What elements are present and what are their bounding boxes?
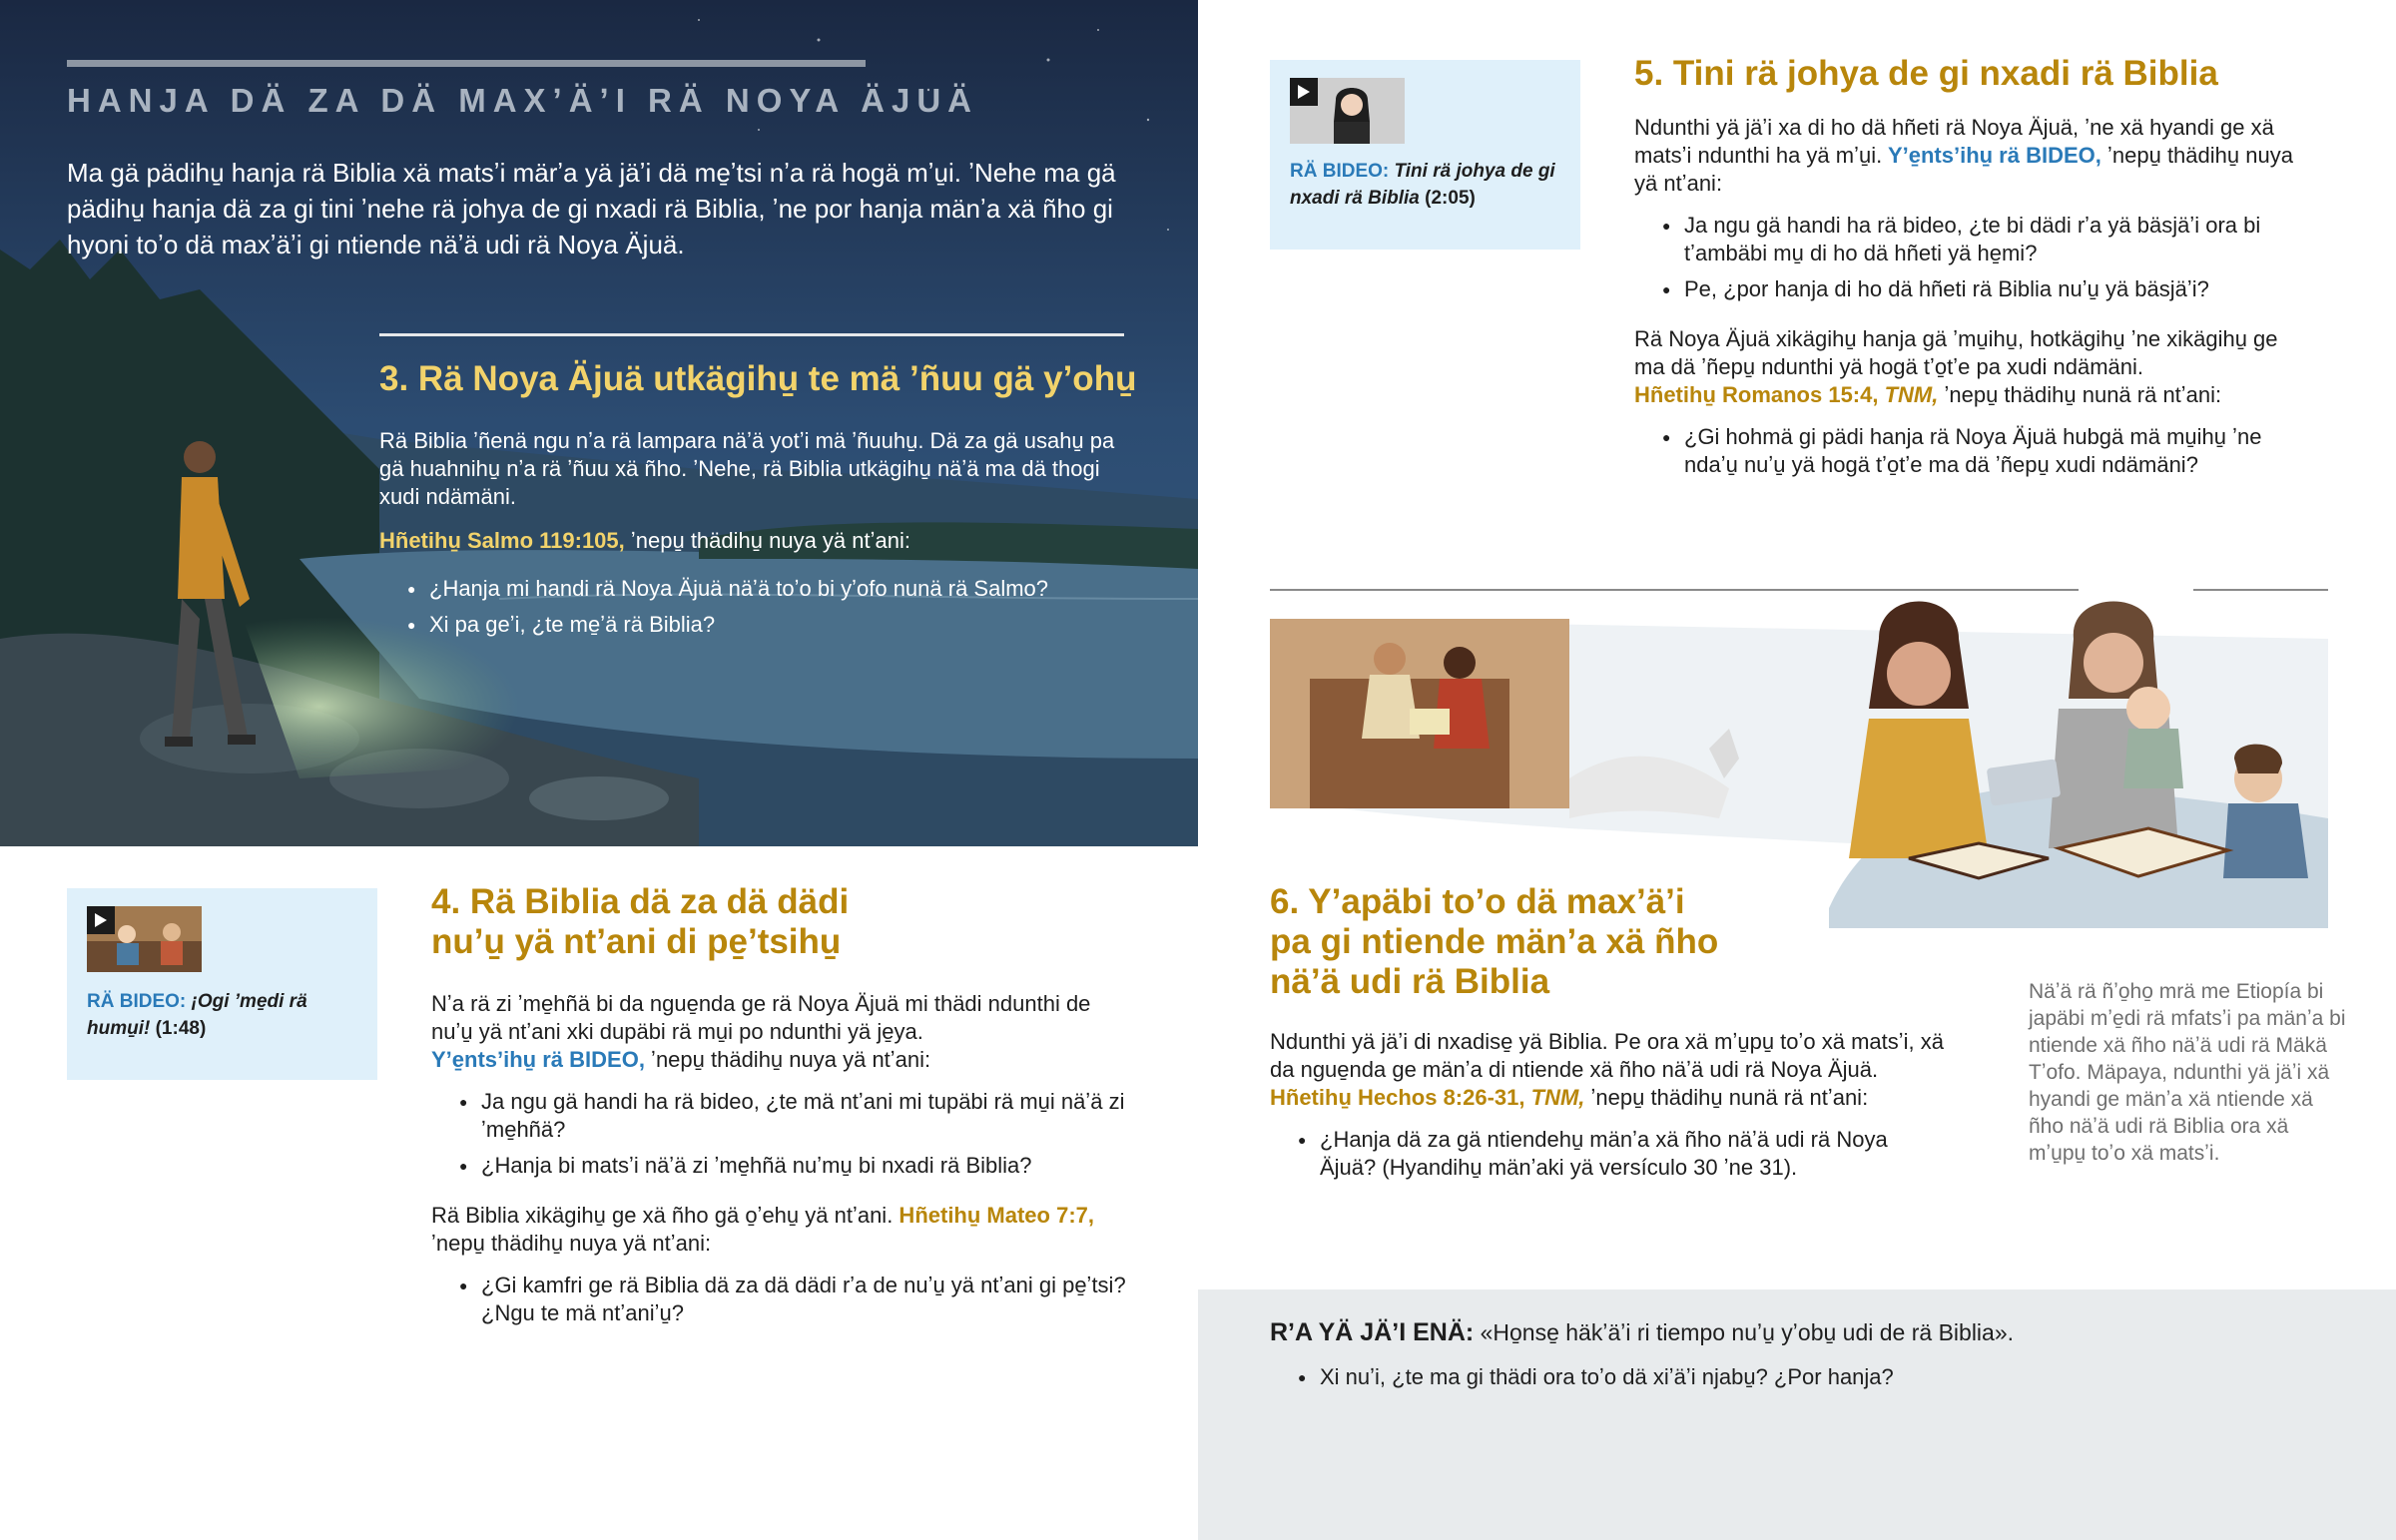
section-6-paragraph (1270, 1028, 1949, 1112)
list-item: ● Pe, ¿por hanja di ho dä hñeti rä Biblia nuʼu̱ yä bäsjäʼi? (1662, 275, 2293, 303)
video-link-tail: ʼnepu̱ thädihu̱ nuya yä ntʼani: (644, 1047, 931, 1072)
section-3-questions (379, 571, 1138, 643)
hero-intro: Ma gä pädihu̱ hanja rä Biblia xä matsʼi märʼa yä jäʼi dä me̱ʼtsi nʼa rä hogä mʼu̱i. ʼNehe ma gä pädihu̱ hanja dä za gi tini ʼnehe rä johya de gi nxadi rä Biblia, ʼne por hanja mänʼa xä ñho gi hyoni toʼo dä maxʼäʼi gi ntiende näʼä udi rä Noya Äjuä. (67, 158, 1116, 259)
list-item: ● Xi pa geʼi, ¿te me̱ʼä rä Biblia? (407, 607, 1138, 643)
illustration-caption: Näʼä rä ñʼo̱ho̱ mrä me Etiopía bi japäbi mʼe̱di rä mfatsʼi pa mänʼa bi ntiende xä ñho näʼä udi rä Mäkä Tʼofo. Mäpaya, ndunthi yä jäʼi xä hyandi ge mänʼa xä ntiende xä ñho näʼä udi rä Biblia ora xä mʼu̱pu̱ toʼo xä matsʼi. (2029, 980, 2346, 1165)
section-4-paragraph-2 (431, 1202, 1130, 1258)
objection-text: «Ho̱nse̱ häkʼäʼi ri tiempo nuʼu̱ yʼobu̱ udi de rä Biblia». (1474, 1319, 2015, 1345)
objection-note (1198, 1289, 2396, 1540)
section-3 (379, 359, 1138, 643)
list-item: ● ¿Hanja mi handi rä Noya Äjuä näʼä toʼo bi yʼofo nunä rä Salmo? (407, 571, 1138, 607)
scripture-link-hechos-tnm[interactable]: TNM, (1524, 1085, 1585, 1110)
video-box-4[interactable] (67, 888, 377, 1080)
section-6-title: 6. Yʼapäbi toʼo dä maxʼäʼi pa gi ntiende mänʼa xä ñho näʼä udi rä Biblia (1270, 882, 1719, 1001)
video-label: RÄ BIDEO: (87, 991, 187, 1012)
section-6 (1270, 882, 1969, 1190)
section-3-reference-line (379, 527, 1138, 555)
list-item: ● ¿Hanja bi matsʼi näʼä zi ʼme̱hñä nuʼmu̱ bi nxadi rä Biblia? (459, 1152, 1130, 1180)
video-caption (87, 988, 356, 1042)
scripture-link-hechos[interactable]: Hñetihu̱ Hechos 8:26-31, (1270, 1085, 1525, 1110)
bible-study-illustration (1270, 559, 2328, 928)
hero-divider (379, 333, 1124, 336)
section-4-title: 4. Rä Biblia dä za dä dädi nuʼu̱ yä ntʼani di pe̱ʼtsihu̱ (431, 882, 850, 961)
scripture-link-salmo[interactable]: Hñetihu̱ Salmo 119:105, (379, 528, 625, 553)
scripture-link-romanos[interactable]: Hñetihu̱ Romanos 15:4, (1634, 382, 1879, 407)
section-4-reference-tail: ʼnepu̱ thädihu̱ nuya yä ntʼani: (431, 1231, 712, 1256)
objection-quote (1270, 1317, 2014, 1347)
video-link-tail: ʼnepu̱ thädihu̱ nuya yä ntʼani: (1634, 143, 2293, 196)
hero-panel (0, 0, 1198, 846)
section-6-questions (1270, 1126, 1889, 1182)
video-title[interactable]: ¡Ogi ʼme̱di rä humu̱i! (87, 991, 307, 1039)
section-5-paragraph-text: Ndunthi yä jäʼi xa di ho dä hñeti rä Noya Äjuä, ʼne xä hyandi ge xä matsʼi ndunthi ha yä mʼu̱i. (1634, 115, 2274, 168)
section-3-paragraph: Rä Biblia ʼñenä ngu nʼa rä lampara näʼä yotʼi mä ʼñuuhu̱. Dä za gä usahu̱ pa gä huahnihu̱ nʼa rä ʼñuu xä ñho. ʼNehe, rä Biblia utkägihu̱ näʼä ma dä thogi xudi ndämäni. (379, 428, 1115, 509)
section-6-paragraph-text: Ndunthi yä jäʼi di nxadise̱ yä Biblia. Pe ora xä mʼu̱pu̱ toʼo xä matsʼi, xä da ngue̱nda ge mänʼa di ntiende xä ñho näʼä udi rä Noya Äjuä. (1270, 1029, 1945, 1082)
section-3-title: 3. Rä Noya Äjuä utkägihu̱ te mä ʼñuu gä yʼohu̱ (379, 359, 1137, 398)
section-5-paragraph-2-text: Rä Noya Äjuä xikägihu̱ hanja gä ʼmu̱ihu̱, hotkägihu̱ ʼne xikägihu̱ ge ma dä ʼñepu̱ ndunthi yä hogä tʼo̱tʼe pa xudi ndämäni. (1634, 326, 2278, 379)
list-item: ● ¿Gi hohmä gi pädi hanja rä Noya Äjuä hubgä mä mu̱ihu̱ ʼne ndaʼu̱ nuʼu̱ yä hogä tʼo̱tʼe ma dä ʼñepu̱ xudi ndämäni? (1662, 423, 2293, 479)
video-label: RÄ BIDEO: (1290, 161, 1390, 182)
hero-kicker: HANJA DÄ ZA DÄ MAXʼÄʼI RÄ NOYA ÄJUÄ (67, 82, 978, 119)
section-4-questions-a (431, 1088, 1130, 1180)
play-icon[interactable] (1290, 78, 1318, 106)
section-4-paragraph-text: Nʼa rä zi ʼme̱hñä bi da ngue̱nda ge rä Noya Äjuä mi thädi ndunthi de nuʼu̱ yä ntʼani xki dupäbi rä mu̱i po ndunthi yä je̱ya. (431, 991, 1091, 1044)
section-5-reference-tail: ʼnepu̱ thädihu̱ nunä rä ntʼani: (1938, 382, 2222, 407)
video-link[interactable]: Yʼe̱ntsʼihu̱ rä BIDEO, (431, 1047, 645, 1072)
objection-label: RʼA YÄ JÄʼI ENÄ: (1270, 1318, 1475, 1346)
section-6-reference-tail: ʼnepu̱ thädihu̱ nunä rä ntʼani: (1584, 1085, 1869, 1110)
section-4-paragraph-2-text: Rä Biblia xikägihu̱ ge xä ñho gä o̱ʼehu̱ yä ntʼani. (431, 1203, 894, 1228)
hero-top-rule (67, 60, 866, 67)
list-item: ● Xi nuʼi, ¿te ma gi thädi ora toʼo dä xiʼäʼi njabu̱? ¿Por hanja? (1298, 1363, 1894, 1391)
section-5-questions-b (1634, 423, 2293, 479)
video-thumbnail[interactable] (1290, 78, 1405, 144)
list-item: ● ¿Hanja dä za gä ntiendehu̱ mänʼa xä ñho näʼä udi rä Noya Äjuä? (Hyandihu̱ mänʼaki yä versículo 30 ʼne 31). (1298, 1126, 1889, 1182)
section-5-questions-a (1634, 212, 2293, 303)
video-duration: (2:05) (1419, 188, 1476, 209)
section-5-title: 5. Tini rä johya de gi nxadi rä Biblia (1634, 54, 2218, 93)
scripture-link-mateo[interactable]: Hñetihu̱ Mateo 7:7, (893, 1203, 1094, 1228)
objection-questions (1298, 1363, 1894, 1391)
section-4-paragraph (431, 990, 1130, 1074)
section-5-paragraph-2 (1634, 325, 2293, 409)
video-box-5[interactable] (1270, 60, 1580, 250)
video-duration: (1:48) (150, 1018, 207, 1039)
section-5-paragraph (1634, 114, 2293, 198)
video-thumbnail[interactable] (87, 906, 202, 972)
section-3-reference-tail: ʼnepu̱ thädihu̱ nuya yä ntʼani: (624, 528, 910, 553)
video-caption (1290, 158, 1559, 212)
video-link[interactable]: Yʼe̱ntsʼihu̱ rä BIDEO, (1882, 143, 2101, 168)
section-4-questions-b (431, 1272, 1130, 1327)
video-title[interactable]: Tini rä johya de gi nxadi rä Biblia (1290, 161, 1555, 209)
list-item: ● Ja ngu gä handi ha rä bideo, ¿te bi dädi rʼa yä bäsjäʼi ora bi tʼambäbi mu̱ di ho dä hñeti yä he̱mi? (1662, 212, 2293, 267)
scripture-link-romanos-tnm[interactable]: TNM, (1878, 382, 1939, 407)
list-item: ● Ja ngu gä handi ha rä bideo, ¿te mä ntʼani mi tupäbi rä mu̱i näʼä zi ʼme̱hñä? (459, 1088, 1130, 1144)
section-5 (1634, 54, 2293, 487)
list-item: ● ¿Gi kamfri ge rä Biblia dä za dä dädi rʼa de nuʼu̱ yä ntʼani gi pe̱ʼtsi? ¿Ngu te mä ntʼaniʼu̱? (459, 1272, 1130, 1327)
section-4 (431, 882, 1130, 1335)
play-icon[interactable] (87, 906, 115, 934)
